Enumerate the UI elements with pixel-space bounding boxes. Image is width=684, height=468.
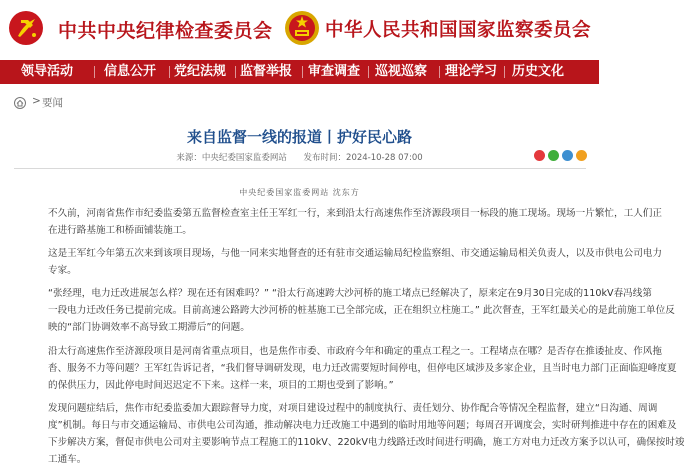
paragraph-line: 沿太行高速焦作至济源段项目是河南省重点项目，也是焦作市委、市政府今年和确定的重点工程之一。工程堵点在哪？是否存在推诿扯皮、作风拖 [48, 346, 662, 357]
nav-item-inspection[interactable]: 巡视巡察 [375, 64, 428, 79]
qq-share-icon[interactable] [562, 150, 573, 161]
paragraph-line: 度”机制。每日与市交通运输局、市供电公司沟通，推动解决电力迁改施工中遇到的临时用地等问题；每周召开调度会，实时研判推进中存在的困难及 [48, 420, 677, 431]
paragraph-line: 的保供压力，因此停电时间迟迟定不下来。这样一来，项目的工期也受到了影响。” [48, 380, 394, 391]
paragraph-line: 下步解决方案，督促市供电公司对主要影响节点工程施工的110kV、220kV电力线路迁改时间进行明确，施工方对电力迁改方案予以认可，确保按时竣 [48, 437, 684, 448]
nav-separator [169, 66, 170, 78]
nav-separator [439, 66, 440, 78]
nav-separator [235, 66, 236, 78]
nav-separator [302, 66, 303, 78]
paragraph-line: “张经理，电力迁改进展怎么样？现在还有困难吗？” “沿太行高速跨大沙河桥的施工堵点已经解决了，原来定在9月30日完成的110kV春冯线第 [48, 288, 652, 299]
paragraph-line: 映的“部门协调效率不高导致工期滞后”的问题。 [48, 322, 250, 333]
national-emblem-icon[interactable] [284, 10, 320, 46]
nav-item-theory[interactable]: 理论学习 [445, 64, 498, 79]
party-emblem-icon[interactable] [8, 10, 44, 46]
article-title: 来自监督一线的报道丨护好民心路 [186, 128, 412, 146]
article-paragraph [48, 245, 662, 279]
nav-item-disclosure[interactable]: 信息公开 [104, 64, 157, 79]
paragraph-line: 一段电力迁改任务已提前完成。目前高速公路跨大沙河桥的桩基施工已全部完成，正在组织立柱施工。” 此次督查，王军红最关心的是此前施工单位反 [48, 305, 675, 316]
paragraph-line: 在进行路基施工和桥面铺装施工。 [48, 225, 192, 236]
ccdi-title[interactable]: 中共中央纪律检查委员会 [58, 20, 273, 42]
article-meta [0, 151, 599, 163]
home-icon[interactable] [14, 97, 26, 109]
paragraph-line: 这是王军红今年第五次来到该项目现场，与他一同来实地督查的还有驻市交通运输局纪检监察组、市交通运输局相关负责人，以及市供电公司电力 [48, 248, 662, 259]
nav-separator [368, 66, 369, 78]
article-source-line: 中央纪委国家监委网站 沈东方 [239, 188, 360, 197]
paragraph-line: 不久前，河南省焦作市纪委监委第五监督检查室主任王军红一行，来到沿太行高速焦作至济源段项目一标段的施工现场。现场一片繁忙，工人们正 [48, 208, 662, 219]
title-divider [14, 168, 586, 169]
paragraph-line: 发现问题症结后，焦作市纪委监委加大跟踪督导力度，对项目建设过程中的制度执行、责任划分、协作配合等情况全程监督，建立“日沟通、周调 [48, 403, 658, 414]
site-header [0, 0, 599, 58]
paragraph-line: 工通车。 [48, 454, 87, 465]
share-bar [534, 150, 584, 162]
weibo-share-icon[interactable] [534, 150, 545, 161]
article-paragraph [48, 343, 677, 394]
nav-separator [94, 66, 95, 78]
breadcrumb-current[interactable]: 要闻 [42, 97, 63, 109]
article-paragraph [48, 205, 662, 239]
nav-item-reporting[interactable]: 监督举报 [240, 64, 293, 79]
nav-item-investigation[interactable]: 审查调查 [308, 64, 361, 79]
breadcrumb-separator: > [32, 95, 41, 107]
qzone-share-icon[interactable] [576, 150, 587, 161]
main-nav [0, 60, 599, 84]
nav-item-leadership[interactable]: 领导活动 [21, 64, 74, 79]
nsc-title[interactable]: 中华人民共和国国家监察委员会 [325, 20, 592, 41]
nav-separator [504, 66, 505, 78]
article-paragraph [48, 285, 675, 336]
nav-item-history[interactable]: 历史文化 [512, 64, 565, 79]
article-source: 来源：中央纪委国家监委网站 [176, 153, 287, 163]
article-paragraph [48, 400, 684, 468]
wechat-share-icon[interactable] [548, 150, 559, 161]
nav-item-regulations[interactable]: 党纪法规 [174, 64, 227, 79]
paragraph-line: 专家。 [48, 265, 77, 276]
paragraph-line: 沓、服务不力等问题？王军红告诉记者，“我们督导调研发现，电力迁改需要短时间停电，但停电区域涉及多家企业，且当时电力部门正面临迎峰度夏 [48, 363, 677, 374]
article-time: 发布时间：2024-10-28 07:00 [303, 153, 423, 163]
